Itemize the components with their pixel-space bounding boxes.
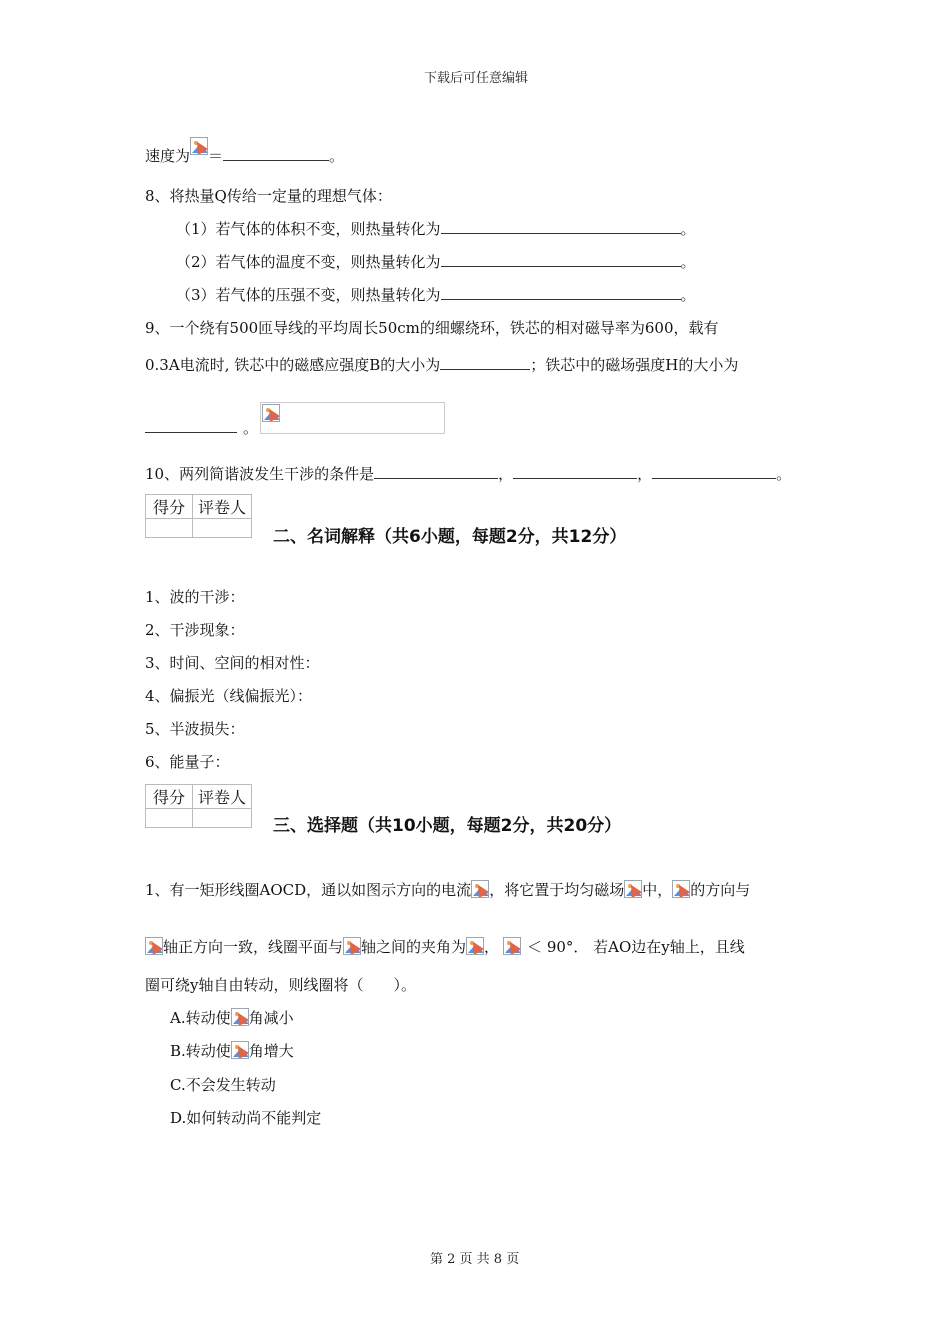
option-text: 角减小 <box>248 1009 294 1027</box>
formula-image-icon <box>190 137 208 155</box>
answer-blank <box>441 219 681 234</box>
q8-sub-end: 。 <box>680 253 696 271</box>
option-text: B.转动使 <box>170 1042 231 1060</box>
q1-text: 轴之间的夹角为 <box>361 938 467 956</box>
q1-text: 的方向与 <box>690 881 751 899</box>
score-cell <box>146 809 193 828</box>
q10-text: 10、两列简谐波发生干涉的条件是 <box>145 465 375 483</box>
q9-line2-a: 0.3A电流时, 铁芯中的磁感应强度B的大小为 <box>145 356 441 374</box>
answer-blank <box>223 146 329 161</box>
q8-sub-end: 。 <box>680 220 696 238</box>
speed-end: 。 <box>329 147 345 165</box>
option-d: D.如何转动尚不能判定 <box>170 1109 322 1127</box>
term-item: 2、干涉现象： <box>145 621 245 639</box>
q8-stem: 8、将热量Q传给一定量的理想气体： <box>145 187 392 205</box>
option-c: C.不会发生转动 <box>170 1076 276 1094</box>
score-table <box>145 784 252 828</box>
q1-text: ，将它置于均匀磁场 <box>489 881 625 899</box>
section-title: 三、选择题（共10小题，每题2分，共20分） <box>273 816 622 836</box>
q10-sep: ， <box>637 465 653 483</box>
option-text: A.转动使 <box>170 1009 231 1027</box>
reviewer-cell <box>193 809 252 828</box>
formula-image-icon <box>624 880 642 898</box>
image-frame <box>260 402 445 434</box>
q8-sub-text: （2）若气体的温度不变，则热量转化为 <box>176 253 441 271</box>
term-item: 6、能量子： <box>145 753 230 771</box>
formula-image-icon <box>503 937 521 955</box>
formula-image-icon <box>672 880 690 898</box>
option-a <box>170 1008 294 1028</box>
formula-image-icon <box>262 404 280 422</box>
score-label: 得分 <box>146 495 193 519</box>
reviewer-label: 评卷人 <box>193 785 252 809</box>
speed-eq: ＝ <box>208 147 224 165</box>
choice-q1-line3: 圈可绕y轴自由转动，则线圈将（ ）。 <box>145 976 416 994</box>
q9-line2-b: ；铁芯中的磁场强度H的大小为 <box>530 356 739 374</box>
q8-sub-text: （1）若气体的体积不变，则热量转化为 <box>176 220 441 238</box>
score-table <box>145 494 252 538</box>
q8-sub-text: （3）若气体的压强不变，则热量转化为 <box>176 286 441 304</box>
speed-line <box>145 137 344 166</box>
term-item: 1、波的干涉： <box>145 588 245 606</box>
answer-blank <box>374 464 498 479</box>
q8-sub-end: 。 <box>680 286 696 304</box>
formula-image-icon <box>145 937 163 955</box>
formula-image-icon <box>466 937 484 955</box>
formula-image-icon <box>471 880 489 898</box>
option-b <box>170 1041 294 1061</box>
q10-sep: ， <box>498 465 514 483</box>
page-footer: 第 2 页 共 8 页 <box>430 1252 520 1267</box>
q8-sub-3 <box>176 285 696 305</box>
q9-line3-end: 。 <box>243 419 259 437</box>
section-title: 二、名词解释（共6小题，每题2分，共12分） <box>273 527 627 547</box>
answer-blank <box>513 464 637 479</box>
choice-q1-line1 <box>145 880 750 900</box>
q10-end: 。 <box>776 465 792 483</box>
q1-text: 中， <box>642 881 673 899</box>
q9-line2 <box>145 355 738 375</box>
q1-text: ＜ 90°． 若AO边在y轴上，且线 <box>527 938 745 956</box>
q9-line3 <box>145 418 258 438</box>
q9-line1: 9、一个绕有500匝导线的平均周长50cm的细螺绕环，铁芯的相对磁导率为600，载有 <box>145 319 719 337</box>
page-header-note: 下载后可任意编辑 <box>424 71 529 86</box>
formula-image-icon <box>343 937 361 955</box>
reviewer-label: 评卷人 <box>193 495 252 519</box>
term-item: 3、时间、空间的相对性： <box>145 654 320 672</box>
score-cell <box>146 519 193 538</box>
q1-text: 1、有一矩形线圈AOCD，通以如图示方向的电流 <box>145 881 472 899</box>
option-text: 角增大 <box>248 1042 294 1060</box>
speed-prefix: 速度为 <box>145 147 191 165</box>
reviewer-cell <box>193 519 252 538</box>
term-item: 5、半波损失： <box>145 720 245 738</box>
answer-blank <box>441 285 681 300</box>
choice-q1-line2 <box>145 937 745 957</box>
q8-sub-1 <box>176 219 696 239</box>
answer-blank <box>441 252 681 267</box>
q1-text: ， <box>484 938 500 956</box>
q1-text: 轴正方向一致，线圈平面与 <box>163 938 344 956</box>
q10-line <box>145 464 791 484</box>
q8-sub-2 <box>176 252 696 272</box>
formula-image-icon <box>231 1041 249 1059</box>
answer-blank <box>652 464 776 479</box>
formula-image-icon <box>231 1008 249 1026</box>
term-item: 4、偏振光（线偏振光）： <box>145 687 313 705</box>
answer-blank <box>145 418 237 433</box>
answer-blank <box>440 355 530 370</box>
score-label: 得分 <box>146 785 193 809</box>
q9-image <box>262 404 280 423</box>
